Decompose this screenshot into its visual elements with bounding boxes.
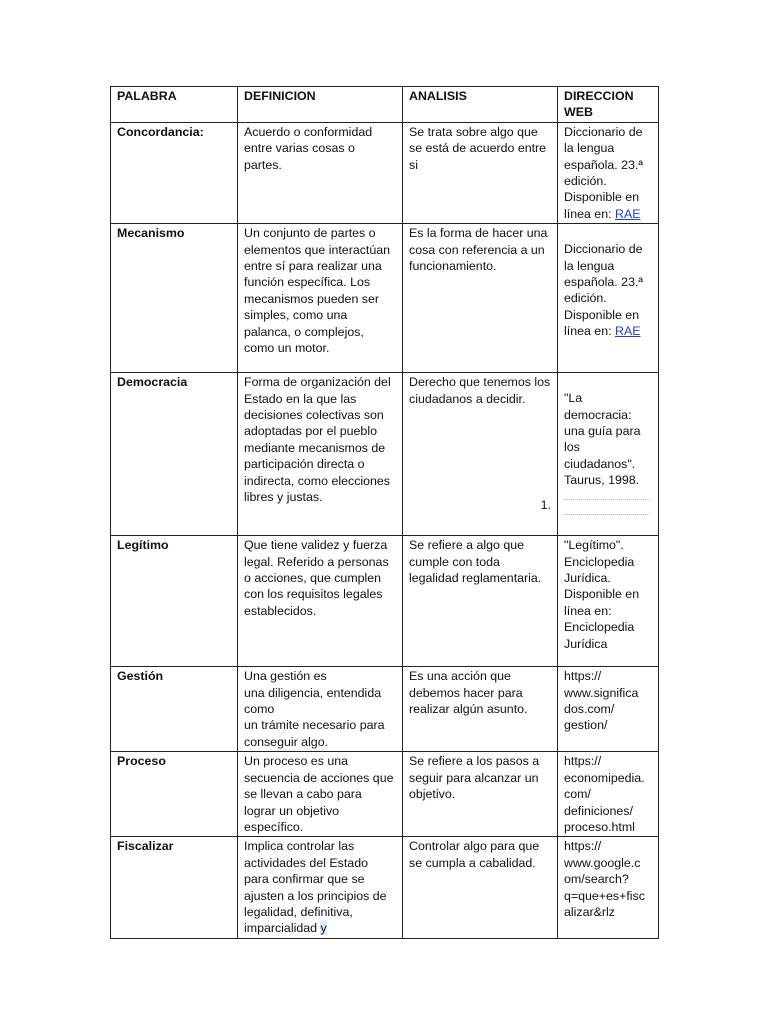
- source-cell: https:// www.significa dos.com/ gestion/: [558, 667, 659, 752]
- analysis-text: Derecho que tenemos los ciudadanos a decidir.: [409, 375, 551, 406]
- dotted-rule: [564, 499, 650, 500]
- table-row: [111, 837, 659, 938]
- analysis-cell: Se trata sobre algo que se está de acuerdo entre si: [403, 122, 558, 223]
- source-text: Diccionario de la lengua española. 23.ª edición. Disponible en línea en:: [564, 242, 643, 339]
- header-definicion: DEFINICION: [238, 87, 403, 123]
- definition-cell: Forma de organización del Estado en la que las decisiones colectivas son adoptadas por el pueblo mediante mecanismos de participación directa o indirecta, como elecciones libres y justas.: [238, 373, 403, 536]
- word-cell: Gestión: [111, 667, 238, 752]
- vocabulary-table: [110, 86, 659, 939]
- definition-cell: Que tiene validez y fuerza legal. Referido a personas o acciones, que cumplen con los requisitos legales establecidos.: [238, 536, 403, 667]
- analysis-cell: Es la forma de hacer una cosa con referencia a un funcionamiento.: [403, 224, 558, 373]
- footnote-number: 1.: [540, 497, 551, 512]
- word-cell: Democracia: [111, 373, 238, 536]
- source-cell: [558, 122, 659, 223]
- highlighted-word: y: [320, 921, 327, 936]
- table-row: [111, 752, 659, 837]
- table-row: [111, 373, 659, 536]
- source-cell: [558, 373, 659, 536]
- definition-line: una diligencia, entendida como: [244, 685, 382, 717]
- source-cell: [558, 224, 659, 373]
- word-cell: Fiscalizar: [111, 837, 238, 938]
- header-analisis: ANALISIS: [403, 87, 558, 123]
- analysis-cell: Controlar algo para que se cumpla a cabalidad.: [403, 837, 558, 938]
- table-row: [111, 122, 659, 223]
- rae-link[interactable]: RAE: [615, 324, 641, 339]
- analysis-cell: Se refiere a los pasos a seguir para alcanzar un objetivo.: [403, 752, 558, 837]
- word-cell: Mecanismo: [111, 224, 238, 373]
- word-cell: Proceso: [111, 752, 238, 837]
- table-header-row: [111, 87, 659, 123]
- definition-cell: [238, 837, 403, 938]
- definition-cell: Un conjunto de partes o elementos que interactúan entre sí para realizar una función específica. Los mecanismos pueden ser simples, como una palanca, o complejos, como un motor.: [238, 224, 403, 373]
- source-cell: https:// economipedia. com/ definiciones/ proceso.html: [558, 752, 659, 837]
- header-palabra: PALABRA: [111, 87, 238, 123]
- analysis-cell: Se refiere a algo que cumple con toda legalidad reglamentaria.: [403, 536, 558, 667]
- definition-cell: Acuerdo o conformidad entre varias cosas o partes.: [238, 122, 403, 223]
- table-row: [111, 536, 659, 667]
- source-text: Diccionario de la lengua española. 23.ª edición. Disponible en línea en:: [564, 124, 643, 221]
- definition-line: un trámite necesario para conseguir algo.: [244, 718, 385, 749]
- source-cell: "Legítimo". Enciclopedia Jurídica. Disponible en línea en: Enciclopedia Jurídica: [558, 536, 659, 667]
- source-cell: https:// www.google.c om/search? q=que+es+fisc alizar&rlz: [558, 837, 659, 938]
- word-cell: Legítimo: [111, 536, 238, 667]
- header-direccion-web: DIRECCION WEB: [558, 87, 659, 123]
- dotted-rule: [564, 514, 650, 515]
- definition-line: Una gestión es: [244, 669, 327, 684]
- definition-cell: [238, 667, 403, 752]
- source-text: "La democracia: una guía para los ciudadanos". Taurus, 1998.: [564, 391, 641, 488]
- definition-cell: Un proceso es una secuencia de acciones que se llevan a cabo para lograr un objetivo específico.: [238, 752, 403, 837]
- analysis-cell: Es una acción que debemos hacer para realizar algún asunto.: [403, 667, 558, 752]
- definition-text: Implica controlar las actividades del Estado para confirmar que se ajusten a los principios de legalidad, definitiva, imparcialidad: [244, 839, 387, 936]
- rae-link[interactable]: RAE: [615, 206, 641, 221]
- word-cell: Concordancia:: [111, 122, 238, 223]
- table-row: [111, 224, 659, 373]
- table-row: [111, 667, 659, 752]
- analysis-cell: [403, 373, 558, 536]
